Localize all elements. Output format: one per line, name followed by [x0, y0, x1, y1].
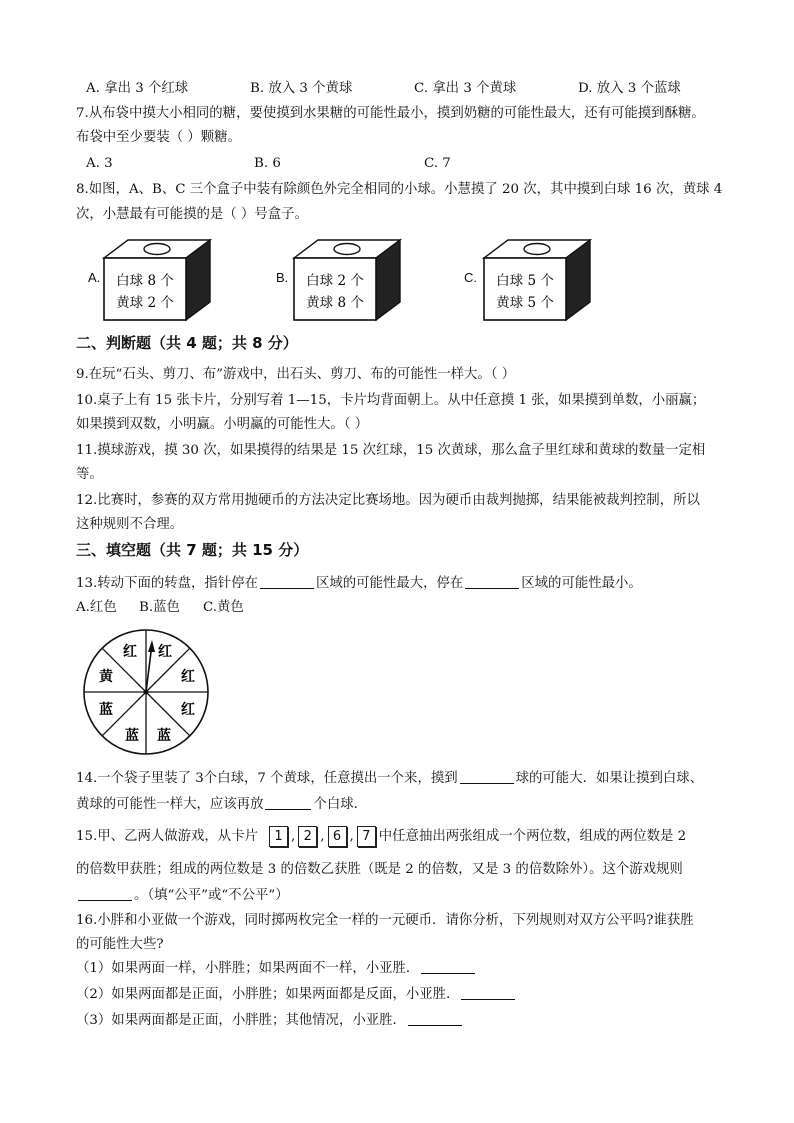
q13-blank-1[interactable] — [260, 574, 314, 589]
q13-part3: 区域的可能性最小。 — [521, 576, 642, 591]
q11-line2: 等。 — [76, 467, 103, 482]
q15-line3-text: 。（填“公平”或“不公平”） — [134, 888, 289, 903]
q10-line1: 10.桌子上有 15 张卡片，分别写着 1—15，卡片均背面朝上。从中任意摸 1 张，如果摸到单数，小丽赢； — [76, 393, 706, 408]
box-c-figure — [480, 236, 592, 326]
q15-card-1: 1 — [269, 826, 288, 847]
spinner-sector-5: 蓝 — [125, 728, 139, 744]
q7-line1: 7.从布袋中摸大小相同的糖，要使摸到水果糖的可能性最小，摸到奶糖的可能性最大，还有可能摸到酥糖。 — [76, 106, 705, 121]
box-a-figure — [100, 236, 212, 326]
q6-option-d: D. 放入 3 个蓝球 — [578, 81, 681, 96]
q13-part1: 13.转动下面的转盘，指针停在 — [76, 576, 258, 591]
q15-line1: 15.甲、乙两人做游戏，从卡片 1 , 2 , 6 , 7 中任意抽出两张组成一个两位数，组成的两位数是 2 — [76, 826, 686, 847]
box-b-label: B. — [276, 270, 289, 285]
box-a-white-count: 白球 8 个 — [116, 273, 174, 289]
q16-item-1 — [76, 959, 477, 979]
q16-item-3 — [76, 1011, 464, 1031]
q11-line1: 11.摸球游戏，摸 30 次，如果摸得的结果是 15 次红球，15 次黄球，那么盒子里红球和黄球的数量一定相 — [76, 443, 706, 458]
q7-option-c: C. 7 — [424, 156, 451, 171]
q15-part1: 15.甲、乙两人做游戏，从卡片 — [76, 829, 258, 844]
q16-line1: 16.小胖和小亚做一个游戏，同时掷两枚完全一样的一元硬币．请你分析，下列规则对双方公平吗?谁获胜 — [76, 913, 694, 928]
q13-option-a: A.红色 — [76, 600, 117, 615]
box-b-white-count: 白球 2 个 — [306, 273, 364, 289]
q12-line1: 12.比赛时，参赛的双方常用抛硬币的方法决定比赛场地。因为硬币由裁判抛掷，结果能被裁判控制，所以 — [76, 493, 700, 508]
q16-line2: 的可能性大些? — [76, 937, 164, 952]
spinner-sector-8: 红 — [123, 644, 137, 660]
q16-item-3-text: （3）如果两面都是正面，小胖胜；其他情况，小亚胜． — [76, 1013, 406, 1028]
spinner-sector-4: 蓝 — [157, 728, 171, 744]
q16-blank-1[interactable] — [421, 959, 475, 974]
q13-part2: 区域的可能性最大，停在 — [315, 576, 464, 591]
q6-option-b: B. 放入 3 个黄球 — [250, 81, 353, 96]
q13-text — [76, 574, 642, 594]
q15-card-7: 7 — [357, 826, 376, 847]
box-a-yellow-count: 黄球 2 个 — [116, 295, 174, 311]
q14-blank-1[interactable] — [460, 769, 514, 784]
q7-option-a: A. 3 — [86, 156, 113, 171]
q15-card-6: 6 — [328, 826, 347, 847]
section-3-heading: 三、填空题（共 7 题；共 15 分） — [76, 541, 309, 559]
q15-line2: 的倍数甲获胜；组成的两位数是 3 的倍数乙获胜（既是 2 的倍数，又是 3 的倍数除外）。这个游戏规则 — [76, 862, 683, 877]
q15-card-2: 2 — [298, 826, 317, 847]
box-a-label: A. — [88, 270, 101, 285]
q6-option-a: A. 拿出 3 个红球 — [86, 81, 189, 96]
spinner-sector-1: 红 — [158, 644, 172, 660]
spinner-wheel — [80, 626, 212, 758]
q14-part2: 球的可能大．如果让摸到白球、 — [515, 771, 704, 786]
spinner-sector-2: 红 — [181, 669, 195, 685]
q16-blank-2[interactable] — [461, 985, 515, 1000]
q14-part1: 14.一个袋子里装了 3个白球，7 个黄球，任意摸出一个来，摸到 — [76, 771, 458, 786]
q13-blank-2[interactable] — [465, 574, 519, 589]
q6-option-c: C. 拿出 3 个黄球 — [414, 81, 517, 96]
q15-part2: 中任意抽出两张组成一个两位数，组成的两位数是 2 — [378, 829, 687, 844]
q9-text: 9.在玩“石头、剪刀、布”游戏中，出石头、剪刀、布的可能性一样大。（ ） — [76, 367, 516, 382]
section-2-heading: 二、判断题（共 4 题；共 8 分） — [76, 334, 298, 352]
q15-line3 — [76, 886, 289, 906]
q14-line2b: 个白球． — [313, 797, 368, 812]
q13-option-c: C.黄色 — [203, 600, 244, 615]
q15-blank[interactable] — [78, 886, 132, 901]
q8-line1: 8.如图，A、B、C 三个盒子中装有除颜色外完全相同的小球。小慧摸了 20 次，其中摸到白球 16 次，黄球 4 — [76, 182, 723, 197]
box-b-figure — [290, 236, 402, 326]
q16-item-1-text: （1）如果两面一样，小胖胜；如果两面不一样，小亚胜． — [76, 961, 420, 976]
q7-line2: 布袋中至少要装（ ）颗糖。 — [76, 130, 241, 145]
q13-option-b: B.蓝色 — [139, 600, 180, 615]
box-b-yellow-count: 黄球 8 个 — [306, 295, 364, 311]
q14-blank-2[interactable] — [265, 795, 311, 810]
q14-line2a: 黄球的可能性一样大，应该再放 — [76, 797, 264, 812]
q16-blank-3[interactable] — [408, 1011, 462, 1026]
q10-line2: 如果摸到双数，小明赢。小明赢的可能性大。（ ） — [76, 417, 369, 432]
q16-item-2-text: （2）如果两面都是正面，小胖胜；如果两面都是反面，小亚胜． — [76, 987, 460, 1002]
q12-line2: 这种规则不合理。 — [76, 517, 184, 532]
spinner-sector-6: 蓝 — [99, 702, 113, 718]
q7-option-b: B. 6 — [254, 156, 281, 171]
q16-item-2 — [76, 985, 517, 1005]
q14-line1 — [76, 769, 703, 789]
spinner-sector-7: 黄 — [99, 669, 113, 685]
box-c-label: C. — [464, 270, 477, 285]
box-c-white-count: 白球 5 个 — [496, 273, 554, 289]
q8-line2: 次，小慧最有可能摸的是（ ）号盒子。 — [76, 207, 308, 222]
box-c-yellow-count: 黄球 5 个 — [496, 295, 554, 311]
q14-line2 — [76, 795, 367, 815]
spinner-sector-3: 红 — [181, 702, 195, 718]
